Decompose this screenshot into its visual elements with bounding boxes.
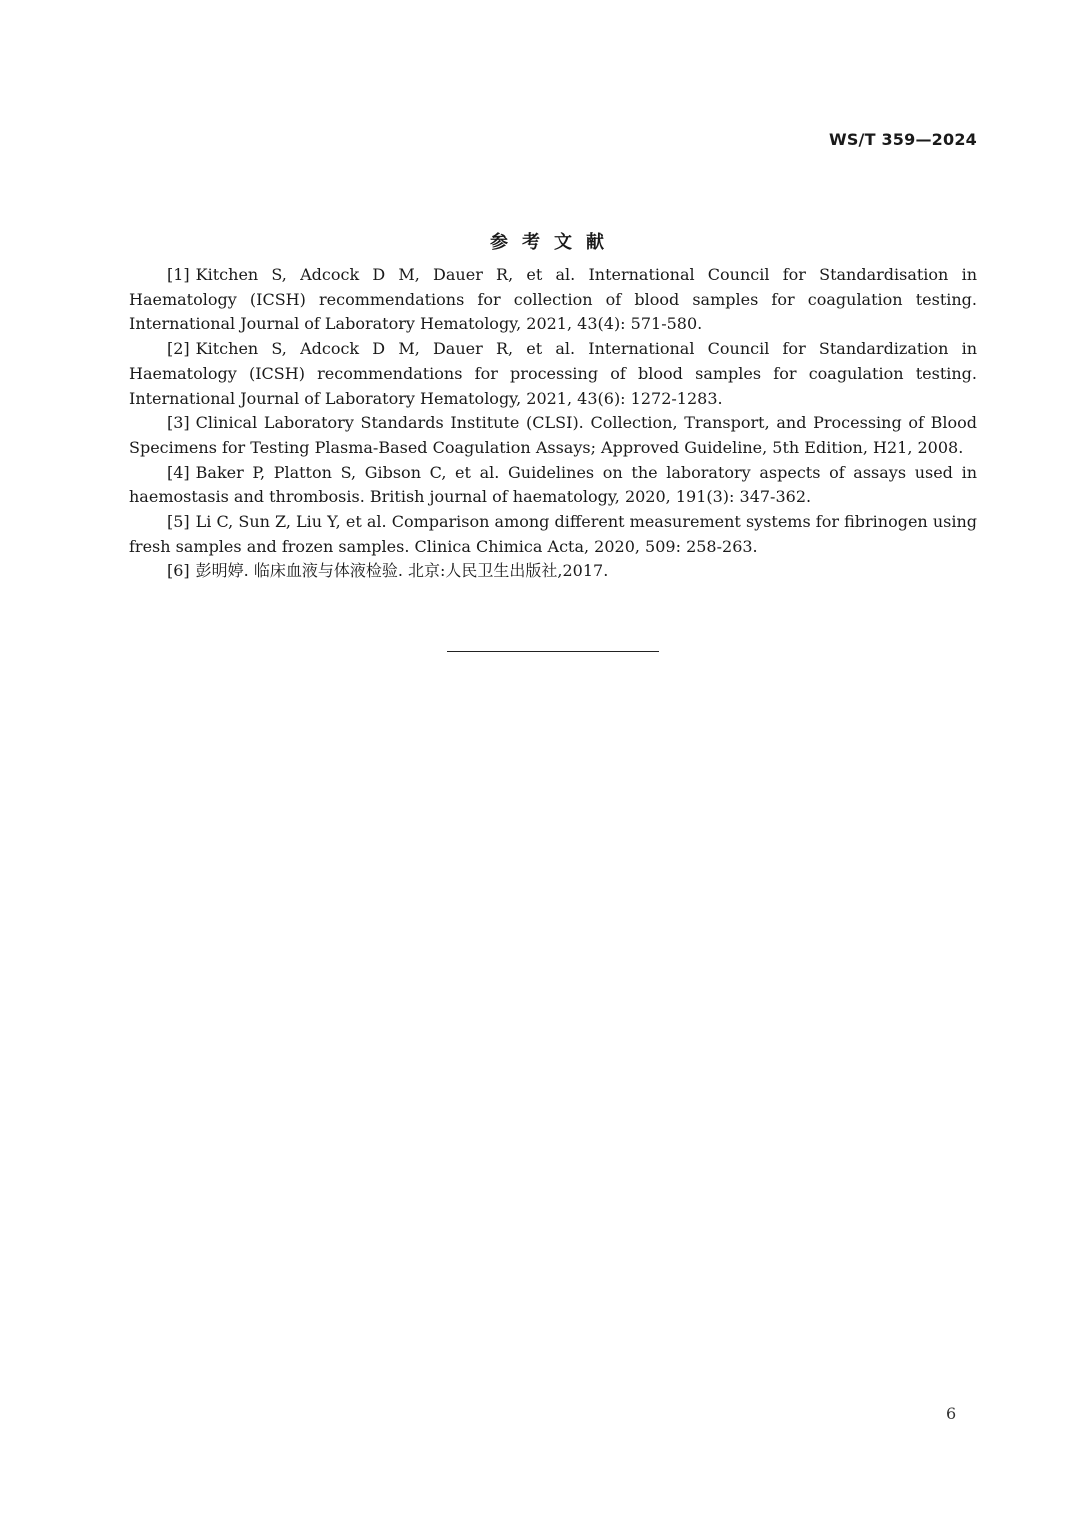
reference-item bbox=[129, 263, 977, 337]
reference-item bbox=[129, 461, 977, 510]
reference-list bbox=[129, 263, 977, 584]
reference-number: [4] bbox=[167, 462, 190, 482]
page-number: 6 bbox=[946, 1404, 957, 1423]
reference-item bbox=[129, 411, 977, 460]
reference-number: [1] bbox=[167, 265, 190, 284]
reference-item bbox=[129, 559, 977, 584]
reference-number: [2] bbox=[167, 339, 190, 359]
reference-text: Kitchen S, Adcock D M, Dauer R, et al. International Council for Standardisation in Haematology (ICSH) recommendations for collection of blood samples for coagulation testing. International Journal of Laboratory Hematology, 2021, 43(4): 571-580. bbox=[129, 265, 977, 334]
reference-number: [6] bbox=[167, 561, 190, 581]
end-divider bbox=[447, 651, 659, 652]
section-title: 参考文献 bbox=[490, 232, 618, 253]
standard-code: WS/T 359—2024 bbox=[828, 130, 977, 149]
reference-text: 彭明婷. 临床血液与体液检验. 北京:人民卫生出版社,2017. bbox=[195, 561, 609, 581]
reference-text: Baker P, Platton S, Gibson C, et al. Guidelines on the laboratory aspects of assays used in haemostasis and thrombosis. British journal of haematology, 2020, 191(3): 347-362. bbox=[129, 462, 977, 507]
reference-text: Clinical Laboratory Standards Institute (CLSI). Collection, Transport, and Processing of Blood Specimens for Testing Plasma-Based Coagulation Assays; Approved Guideline, 5th Edition, H21, 2008. bbox=[129, 413, 977, 457]
reference-item bbox=[129, 510, 977, 559]
reference-number: [3] bbox=[167, 413, 190, 433]
reference-number: [5] bbox=[167, 512, 190, 532]
reference-text: Kitchen S, Adcock D M, Dauer R, et al. International Council for Standardization in Haematology (ICSH) recommendations for processing of blood samples for coagulation testing. International Journal of Laboratory Hematology, 2021, 43(6): 1272-1283. bbox=[129, 339, 977, 408]
reference-text: Li C, Sun Z, Liu Y, et al. Comparison among different measurement systems for fibrinogen using fresh samples and frozen samples. Clinica Chimica Acta, 2020, 509: 258-263. bbox=[129, 512, 977, 556]
reference-item bbox=[129, 337, 977, 411]
